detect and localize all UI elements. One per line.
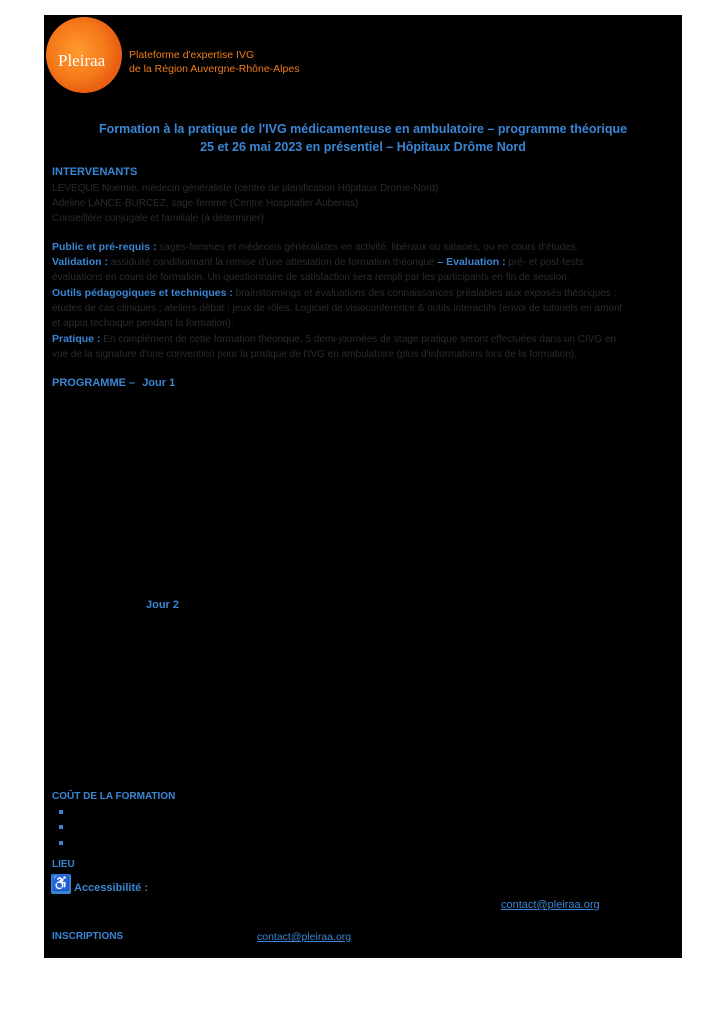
validation-line-2: évaluations en cours de formation. Un questionnaire de satisfaction sera rempli par les participants en fin de session.: [52, 272, 570, 283]
pleiraa-logo: [46, 17, 122, 93]
pratique-text: En complément de cette formation théorique, 5 demi-journées de stage pratique seront effectuées dans un CIVG en: [103, 334, 617, 345]
outils-line-2: études de cas cliniques ; ateliers débat ; jeux de rôles. Logiciel de visioconférence & outils interactifs (envoi de tutoriels en amont: [52, 303, 623, 314]
outils-line-3: et appui technique pendant la formation).: [52, 318, 234, 329]
intervenant-2: Adeline LANCE-BURCEZ, sage-femme (Centre Hospitalier Aubenas): [52, 198, 359, 209]
header-org: [129, 48, 299, 76]
outils-text: brainstormings et évaluations des connaissances préalables aux exposés théoriques ;: [235, 288, 617, 299]
public-paragraph: [52, 240, 682, 256]
outils-label: Outils pédagogiques et techniques :: [52, 287, 233, 299]
header-line-1: Plateforme d'expertise IVG: [129, 49, 255, 61]
pratique-line-2: vue de la signature d'une convention pour la pratique de l'IVG en ambulatoire (plus d'informations lors de la formation).: [52, 349, 577, 360]
lieu-heading: LIEU: [52, 859, 75, 870]
document-page: [44, 15, 682, 958]
cout-bullet-2: [59, 825, 63, 829]
validation-text: assiduité conditionnant la remise d'une attestation de formation théorique: [110, 257, 435, 268]
wheelchair-icon: ♿: [51, 875, 71, 892]
cout-bullet-1: [59, 810, 63, 814]
accessibility-label: Accessibilité :: [74, 882, 148, 894]
logo-text: Pleiraa: [58, 51, 106, 70]
programme-heading: [52, 377, 175, 389]
validation-label: Validation :: [52, 256, 109, 268]
document-subtitle: 25 et 26 mai 2023 en présentiel – Hôpitaux Drôme Nord: [200, 140, 526, 154]
outils-paragraph: [52, 286, 682, 302]
document-title: Formation à la pratique de l'IVG médicamenteuse en ambulatoire – programme théorique: [98, 122, 628, 136]
intervenant-3: Conseillère conjugale et familiale (à déterminer): [52, 213, 264, 224]
inscriptions-email-link[interactable]: contact@pleiraa.org: [257, 931, 352, 943]
programme-day-2: Jour 2: [146, 599, 180, 611]
evaluation-label: – Evaluation :: [437, 256, 506, 268]
inscriptions-heading: INSCRIPTIONS: [52, 931, 124, 942]
programme-day-1: Jour 1: [142, 377, 176, 389]
pratique-label: Pratique :: [52, 333, 101, 345]
header-line-2: de la Région Auvergne-Rhône-Alpes: [129, 63, 300, 75]
public-text: sages-femmes et médecins généralistes en activité, libéraux ou salariés, ou en cours d'études.: [159, 242, 579, 253]
programme-label: PROGRAMME –: [52, 377, 136, 389]
intervenants-heading: INTERVENANTS: [52, 166, 138, 178]
cout-bullet-3: [59, 841, 63, 845]
cout-heading: COÛT DE LA FORMATION: [52, 791, 176, 802]
validation-paragraph: [52, 255, 682, 271]
public-label: Public et pré-requis :: [52, 241, 157, 253]
pratique-paragraph: [52, 332, 682, 348]
contact-email-link[interactable]: contact@pleiraa.org: [501, 899, 600, 911]
intervenant-1: LEVEQUE Noémie, médecin généraliste (centre de planification Hôpitaux Drome-Nord): [52, 183, 439, 194]
evaluation-text: pré- et post-tests: [508, 257, 584, 268]
